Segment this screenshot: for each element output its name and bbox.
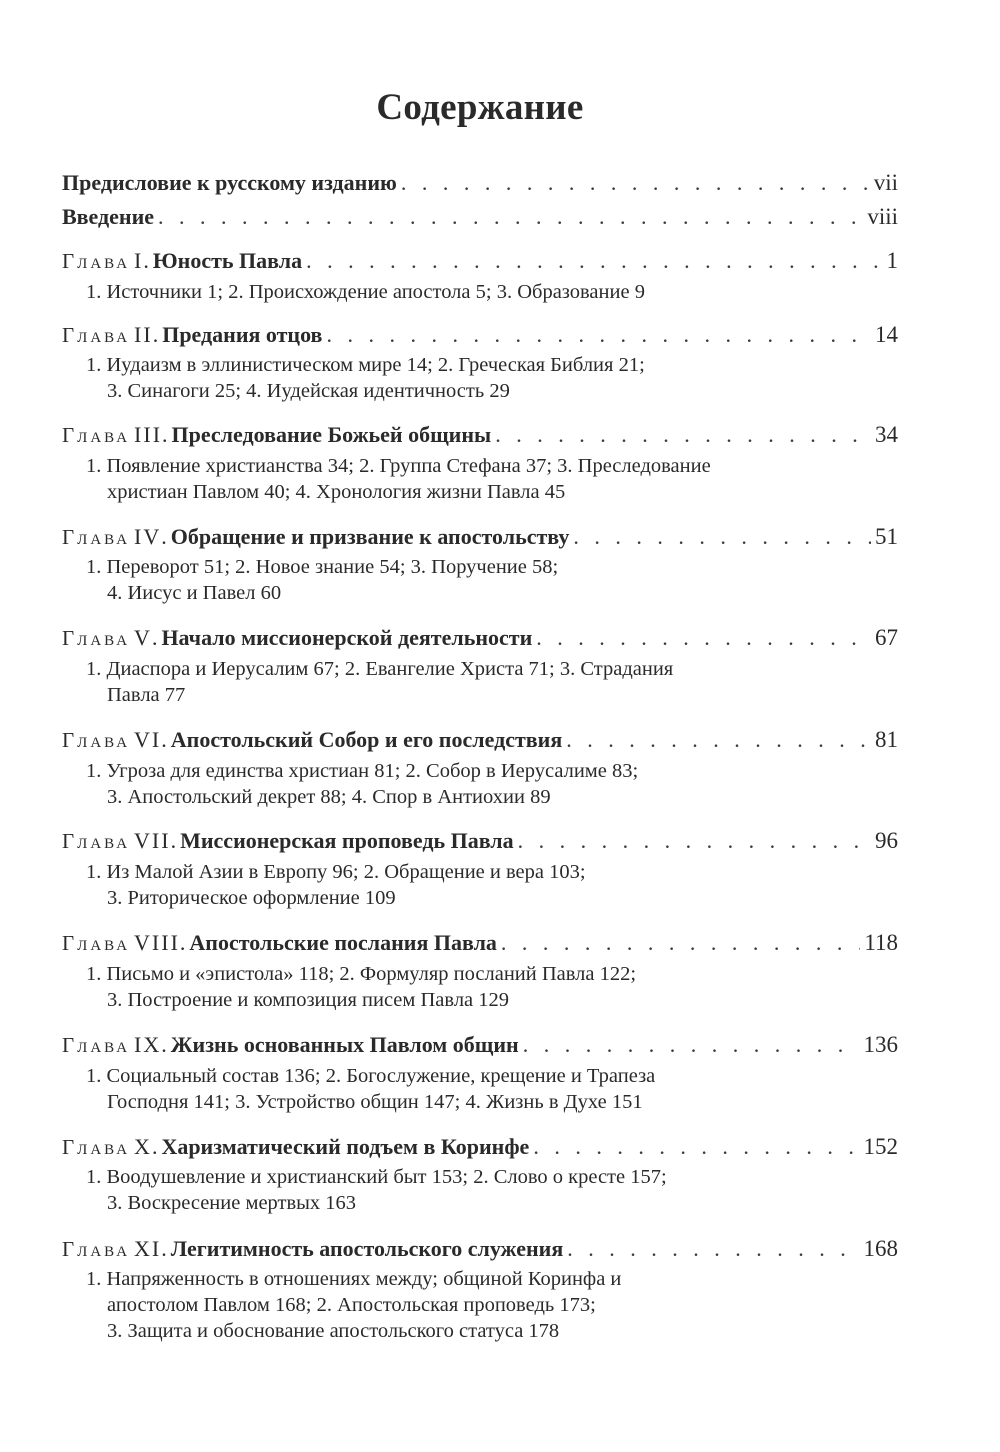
leader-dots bbox=[533, 1132, 859, 1162]
chapter-word: Глава bbox=[62, 1135, 131, 1159]
section-line: 3. Построение и композиция писем Павла 129 bbox=[107, 989, 510, 1011]
chapter-page: 51 bbox=[875, 524, 898, 549]
leader-dots bbox=[495, 420, 871, 450]
chapter-word: Глава bbox=[62, 1237, 131, 1261]
chapter-word: Глава bbox=[62, 323, 131, 347]
chapter-title: Обращение и призвание к апостольству bbox=[170, 524, 570, 549]
chapter-page: 81 bbox=[875, 727, 898, 752]
chapter-number: X bbox=[134, 1134, 152, 1159]
chapter-page: 14 bbox=[875, 322, 898, 347]
leader-dots bbox=[501, 928, 860, 958]
entry-page: vii bbox=[873, 170, 898, 195]
toc-entry-introduction[interactable] bbox=[62, 202, 898, 232]
chapter-page: 118 bbox=[864, 930, 898, 955]
chapter-sections bbox=[86, 961, 886, 1013]
chapter-sections bbox=[86, 1063, 886, 1115]
section-line: 1. Угроза для единства христиан 81; 2. Собор в Иерусалиме 83; bbox=[86, 760, 639, 782]
toc-chapter-9[interactable]: Глава IX. Жизнь основанных Павлом общин . . . 136 bbox=[62, 1030, 898, 1060]
toc-entry-preface[interactable] bbox=[62, 168, 898, 198]
chapter-page: 1 bbox=[886, 248, 898, 273]
chapter-word: Глава bbox=[62, 525, 131, 549]
entry-title: Предисловие к русскому изданию bbox=[62, 170, 397, 195]
section-line: христиан Павлом 40; 4. Хронология жизни Павла 45 bbox=[107, 481, 566, 503]
chapter-word: Глава bbox=[62, 728, 131, 752]
toc-chapter-4[interactable]: Глава IV. Обращение и призвание к апостольству . . . 51 bbox=[62, 522, 898, 552]
chapter-page: 168 bbox=[863, 1236, 898, 1261]
leader-dots bbox=[401, 168, 870, 198]
leader-dots bbox=[158, 202, 863, 232]
chapter-number: XI bbox=[134, 1236, 162, 1261]
section-line: 1. Переворот 51; 2. Новое знание 54; 3. Поручение 58; bbox=[86, 556, 559, 578]
chapter-sections bbox=[86, 1164, 886, 1216]
toc-chapter-1[interactable]: Глава I. Юность Павла . . . 1 bbox=[62, 246, 898, 276]
chapter-title: Жизнь основанных Павлом общин bbox=[170, 1032, 519, 1057]
chapter-number: I bbox=[134, 248, 144, 273]
leader-dots bbox=[326, 320, 871, 350]
chapter-sections bbox=[86, 758, 886, 810]
chapter-sections bbox=[86, 279, 886, 305]
section-line: 1. Из Малой Азии в Европу 96; 2. Обращение и вера 103; bbox=[86, 861, 586, 883]
section-line: 4. Иисус и Павел 60 bbox=[107, 582, 282, 604]
section-line: 1. Появление христианства 34; 2. Группа Стефана 37; 3. Преследование bbox=[86, 455, 711, 477]
section-line: 3. Синагоги 25; 4. Иудейская идентичность 29 bbox=[107, 380, 510, 402]
section-line: 3. Воскресение мертвых 163 bbox=[107, 1192, 357, 1214]
section-line: 1. Социальный состав 136; 2. Богослужение, крещение и Трапеза bbox=[86, 1065, 656, 1087]
toc-chapter-6[interactable]: Глава VI. Апостольский Собор и его последствия . . . 81 bbox=[62, 725, 898, 755]
chapter-title: Легитимность апостольского служения bbox=[170, 1236, 564, 1261]
chapter-word: Глава bbox=[62, 829, 131, 853]
chapter-title: Миссионерская проповедь Павла bbox=[180, 828, 514, 853]
chapter-number: V bbox=[134, 625, 152, 650]
section-line: 1. Письмо и «эпистола» 118; 2. Формуляр посланий Павла 122; bbox=[86, 963, 637, 985]
toc-chapter-8[interactable]: Глава VIII. Апостольские послания Павла . . . 118 bbox=[62, 928, 898, 958]
leader-dots bbox=[306, 246, 882, 276]
toc-chapter-2[interactable]: Глава II. Предания отцов . . . 14 bbox=[62, 320, 898, 350]
section-line: 1. Иудаизм в эллинистическом мире 14; 2. Греческая Библия 21; bbox=[86, 354, 645, 376]
leader-dots bbox=[566, 725, 871, 755]
toc-chapter-7[interactable]: Глава VII. Миссионерская проповедь Павла . . . 96 bbox=[62, 826, 898, 856]
section-line: 1. Диаспора и Иерусалим 67; 2. Евангелие Христа 71; 3. Страдания bbox=[86, 658, 674, 680]
chapter-sections bbox=[86, 1266, 886, 1344]
section-line: Господня 141; 3. Устройство общин 147; 4. Жизнь в Духе 151 bbox=[107, 1091, 643, 1113]
section-line: апостолом Павлом 168; 2. Апостольская проповедь 173; bbox=[107, 1294, 596, 1316]
leader-dots bbox=[518, 826, 871, 856]
chapter-word: Глава bbox=[62, 1033, 131, 1057]
chapter-number: IV bbox=[134, 524, 162, 549]
entry-title: Введение bbox=[62, 204, 155, 229]
chapter-title: Преследование Божьей общины bbox=[171, 422, 492, 447]
chapter-page: 34 bbox=[875, 422, 898, 447]
section-line: 3. Апостольский декрет 88; 4. Спор в Антиохии 89 bbox=[107, 786, 551, 808]
chapter-number: VIII bbox=[134, 930, 180, 955]
chapter-sections bbox=[86, 453, 886, 505]
section-line: 1. Источники 1; 2. Происхождение апостола 5; 3. Образование 9 bbox=[86, 281, 645, 303]
leader-dots bbox=[523, 1030, 860, 1060]
chapter-sections bbox=[86, 352, 886, 404]
section-line: 3. Защита и обоснование апостольского статуса 178 bbox=[107, 1320, 560, 1342]
chapter-word: Глава bbox=[62, 626, 131, 650]
chapter-word: Глава bbox=[62, 249, 131, 273]
toc-chapter-10[interactable]: Глава X. Харизматический подъем в Коринфе . . . 152 bbox=[62, 1132, 898, 1162]
section-line: 1. Напряженность в отношениях между; общиной Коринфа и bbox=[86, 1268, 622, 1290]
leader-dots bbox=[567, 1234, 859, 1264]
page-title: Содержание bbox=[376, 87, 584, 128]
toc-chapter-5[interactable]: Глава V. Начало миссионерской деятельности . . . 67 bbox=[62, 623, 898, 653]
chapter-title: Апостольский Собор и его последствия bbox=[170, 727, 563, 752]
chapter-title: Предания отцов bbox=[162, 322, 323, 347]
chapter-number: II bbox=[134, 322, 153, 347]
toc-chapter-3[interactable]: Глава III. Преследование Божьей общины . . . 34 bbox=[62, 420, 898, 450]
section-line: 1. Воодушевление и христианский быт 153; 2. Слово о кресте 157; bbox=[86, 1166, 667, 1188]
chapter-title: Начало миссионерской деятельности bbox=[161, 625, 533, 650]
leader-dots bbox=[536, 623, 871, 653]
chapter-page: 136 bbox=[863, 1032, 898, 1057]
leader-dots bbox=[573, 522, 871, 552]
chapter-sections bbox=[86, 554, 886, 606]
section-line: Павла 77 bbox=[107, 684, 186, 706]
chapter-page: 152 bbox=[863, 1134, 898, 1159]
chapter-number: IX bbox=[134, 1032, 162, 1057]
chapter-title: Апостольские послания Павла bbox=[189, 930, 497, 955]
chapter-page: 96 bbox=[875, 828, 898, 853]
chapter-sections bbox=[86, 859, 886, 911]
chapter-word: Глава bbox=[62, 931, 131, 955]
chapter-number: VI bbox=[134, 727, 162, 752]
toc-chapter-11[interactable]: Глава XI. Легитимность апостольского служения . . . 168 bbox=[62, 1234, 898, 1264]
chapter-page: 67 bbox=[875, 625, 898, 650]
chapter-title: Харизматический подъем в Коринфе bbox=[161, 1134, 530, 1159]
chapter-sections bbox=[86, 656, 886, 708]
chapter-word: Глава bbox=[62, 423, 131, 447]
entry-page: viii bbox=[867, 204, 898, 229]
chapter-number: III bbox=[134, 422, 163, 447]
chapter-number: VII bbox=[134, 828, 171, 853]
chapter-title: Юность Павла bbox=[152, 248, 303, 273]
section-line: 3. Риторическое оформление 109 bbox=[107, 887, 396, 909]
